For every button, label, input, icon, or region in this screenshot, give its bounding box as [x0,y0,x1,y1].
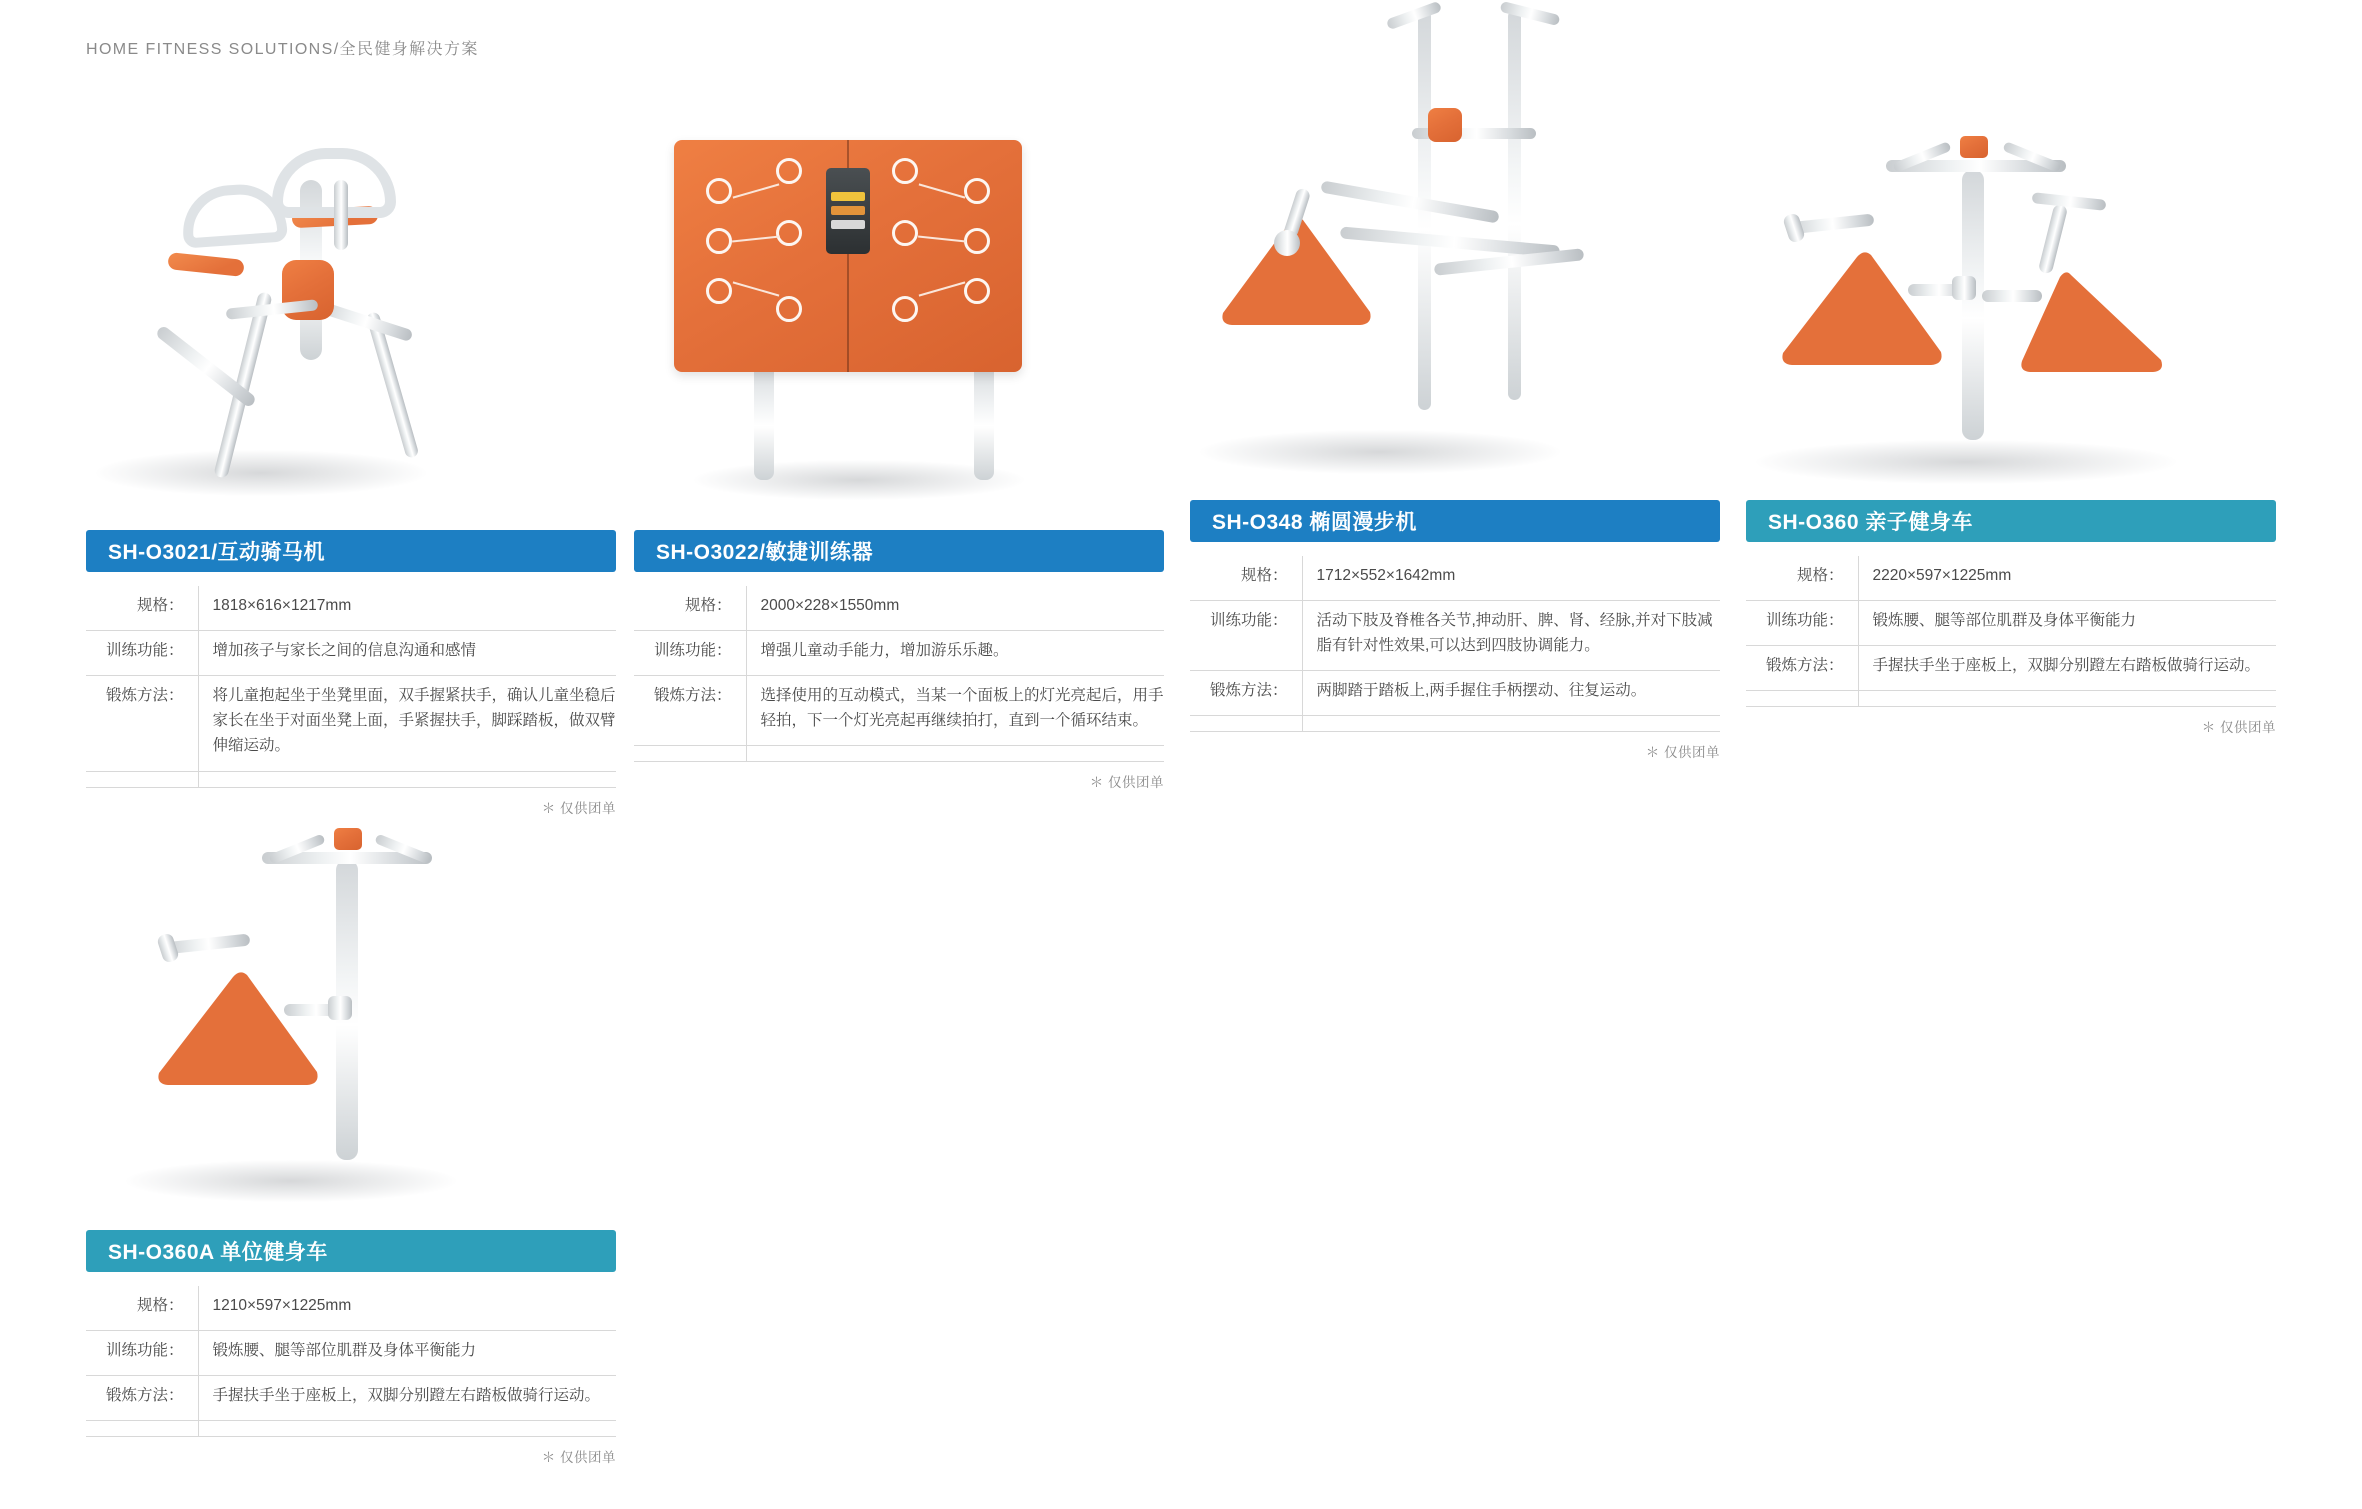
spec-value: 1210×597×1225mm [198,1286,616,1331]
method-value: 选择使用的互动模式，当某一个面板上的灯光亮起后，用手轻拍，下一个灯光亮起再继续拍打，直到一个循环结束。 [746,676,1164,746]
product-code: SH-O360 亲子健身车 [1768,511,1973,534]
spec-row-tail [86,1421,616,1437]
spec-row-function [634,631,1164,676]
product-image-parent-child-exercise-bike [1746,40,2306,500]
spec-row-method [1190,671,1720,716]
spec-row-size [1746,556,2276,601]
product-code: SH-O348 椭圆漫步机 [1212,511,1417,534]
spec-label: 规格： [634,586,746,631]
spec-label: 规格： [1746,556,1858,601]
tail-label [634,746,746,762]
product-spec-table [1746,556,2276,707]
product-card [86,800,616,1466]
product-note: ＊ 仅供团单 [541,800,616,816]
tail-value [198,1421,616,1437]
method-label: 锻炼方法： [1746,646,1858,691]
spec-row-tail [1746,691,2276,707]
method-value: 两脚踏于踏板上,两手握住手柄摆动、往复运动。 [1302,671,1720,716]
spec-row-method [86,676,616,771]
function-label: 训练功能： [1746,601,1858,646]
product-note: ＊ 仅供团单 [2201,720,2276,736]
function-value: 锻炼腰、腿等部位肌群及身体平衡能力 [1858,601,2276,646]
product-note: ＊ 仅供团单 [1089,775,1164,791]
tail-value [198,771,616,787]
product-image-elliptical-walker [1190,0,1720,500]
tail-value [1858,691,2276,707]
spec-row-function [1746,601,2276,646]
method-label: 锻炼方法： [86,676,198,771]
product-code: SH-O360A 单位健身车 [108,1241,328,1264]
spec-label: 规格： [1190,556,1302,601]
spec-row-method [86,1376,616,1421]
product-title-bar [86,1230,616,1272]
function-label: 训练功能： [1190,601,1302,671]
function-value: 活动下肢及脊椎各关节,抻动肝、脾、肾、经脉,并对下肢减脂有针对性效果,可以达到四肢协调能力。 [1302,601,1720,671]
tail-label [1746,691,1858,707]
tail-label [86,771,198,787]
product-code: SH-O3021/互动骑马机 [108,541,326,564]
method-value: 手握扶手坐于座板上，双脚分别蹬左右踏板做骑行运动。 [198,1376,616,1421]
function-value: 增加孩子与家长之间的信息沟通和感情 [198,631,616,676]
product-spec-table [634,586,1164,762]
spec-value: 2000×228×1550mm [746,586,1164,631]
page-breadcrumb: HOME FITNESS SOLUTIONS/全民健身解决方案 [86,41,479,58]
product-card [1746,40,2306,736]
spec-row-size [634,586,1164,631]
product-note: ＊ 仅供团单 [541,1450,616,1466]
spec-row-size [86,1286,616,1331]
tail-value [746,746,1164,762]
product-title-bar [86,530,616,572]
function-value: 锻炼腰、腿等部位肌群及身体平衡能力 [198,1331,616,1376]
product-card [634,60,1164,791]
method-label: 锻炼方法： [86,1376,198,1421]
function-label: 训练功能： [86,631,198,676]
spec-row-method [1746,646,2276,691]
function-label: 训练功能： [634,631,746,676]
spec-row-function [86,1331,616,1376]
spec-value: 2220×597×1225mm [1858,556,2276,601]
method-value: 手握扶手坐于座板上，双脚分别蹬左右踏板做骑行运动。 [1858,646,2276,691]
spec-label: 规格： [86,586,198,631]
product-title-bar [1746,500,2276,542]
product-image-agility-trainer-board [634,60,1164,530]
product-spec-table [86,1286,616,1437]
spec-value: 1712×552×1642mm [1302,556,1720,601]
spec-row-tail [1190,716,1720,732]
spec-row-tail [634,746,1164,762]
method-value: 将儿童抱起坐于坐凳里面，双手握紧扶手，确认儿童坐稳后家长在坐于对面坐凳上面，手紧握扶手，脚踩踏板，做双臂伸缩运动。 [198,676,616,771]
spec-row-method [634,676,1164,746]
spec-value: 1818×616×1217mm [198,586,616,631]
spec-row-tail [86,771,616,787]
tail-label [86,1421,198,1437]
function-label: 训练功能： [86,1331,198,1376]
spec-row-function [1190,601,1720,671]
spec-label: 规格： [86,1286,198,1331]
spec-row-size [86,586,616,631]
product-spec-table [1190,556,1720,732]
spec-row-function [86,631,616,676]
function-value: 增强儿童动手能力，增加游乐乐趣。 [746,631,1164,676]
product-spec-table [86,586,616,788]
product-image-interactive-horse-riding-machine [86,60,616,530]
spec-row-size [1190,556,1720,601]
product-image-single-exercise-bike [86,800,616,1230]
tail-value [1302,716,1720,732]
product-title-bar [634,530,1164,572]
product-card [86,60,616,817]
method-label: 锻炼方法： [1190,671,1302,716]
tail-label [1190,716,1302,732]
product-code: SH-O3022/敏捷训练器 [656,541,874,564]
method-label: 锻炼方法： [634,676,746,746]
product-note: ＊ 仅供团单 [1645,745,1720,761]
product-card [1190,0,1720,761]
product-title-bar [1190,500,1720,542]
